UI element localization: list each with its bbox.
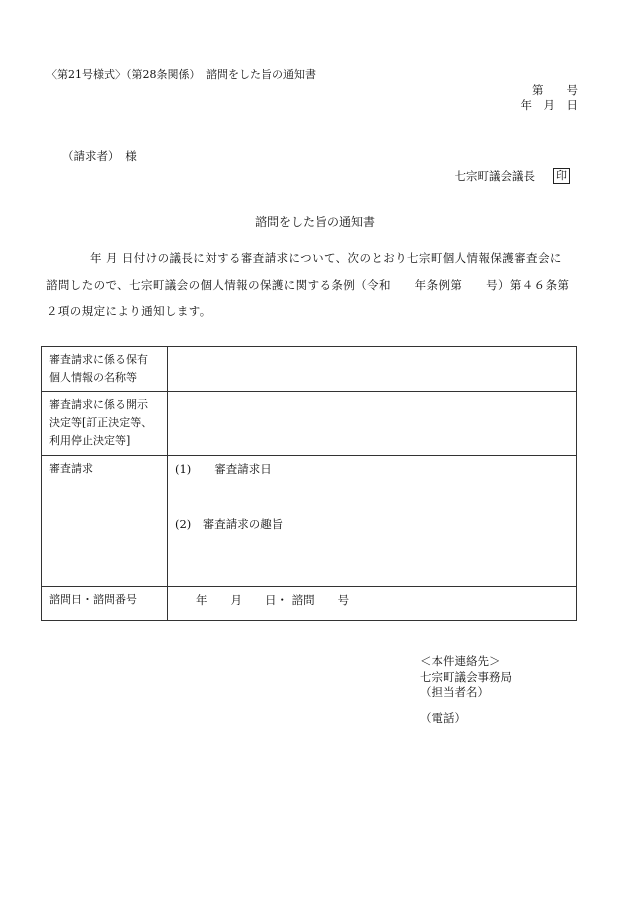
label-review-request: 審査請求 xyxy=(42,456,168,587)
value-inquiry-date: 年 月 日・ 諮問 号 xyxy=(168,587,577,621)
value-personal-info-name xyxy=(168,347,577,392)
contact-phone: （電話） xyxy=(420,710,466,725)
contact-office: 七宗町議会事務局 xyxy=(420,669,512,684)
value-disclosure-decision xyxy=(168,392,577,456)
body-line-3: ２項の規定により通知します。 xyxy=(46,304,212,318)
body-line-2: 諮問したので、七宗町議会の個人情報の保護に関する条例（令和 年条例第 号）第４６条第 xyxy=(46,277,570,292)
contact-block xyxy=(420,654,512,726)
label-inquiry-date: 諮問日・諮問番号 xyxy=(42,587,168,621)
document-title: 諮問をした旨の通知書 xyxy=(254,215,375,229)
sender-block xyxy=(455,168,571,184)
document-number: 第 号 xyxy=(532,83,578,97)
inquiry-details-table xyxy=(41,346,577,621)
table-row-disclosure-decision xyxy=(42,392,577,456)
contact-heading: ＜本件連絡先＞ xyxy=(420,654,501,668)
notice-body xyxy=(46,245,582,325)
review-request-purpose: (2) 審査請求の趣旨 xyxy=(175,517,284,531)
review-request-date: (1) 審査請求日 xyxy=(175,462,272,476)
body-line-1: 年 月 日付けの議長に対する審査請求について、次のとおり七宗町個人情報保護審査会に xyxy=(90,251,562,265)
table-row-personal-info xyxy=(42,347,577,392)
contact-person: （担当者名） xyxy=(420,685,489,699)
issue-date: 年 月 日 xyxy=(520,98,578,112)
table-row-review-request xyxy=(42,456,577,587)
addressee: （請求者） 様 xyxy=(62,149,137,163)
table-row-inquiry-date xyxy=(42,587,577,621)
label-disclosure-decision: 審査請求に係る開示 決定等[訂正決定等、 利用停止決定等] xyxy=(42,392,168,456)
value-review-request xyxy=(168,456,577,587)
sender-title: 七宗町議会議長 xyxy=(454,169,535,183)
form-number-title: 〈第21号様式〉（第28条関係） 諮問をした旨の通知書 xyxy=(46,68,316,81)
seal-stamp: 印 xyxy=(553,168,570,184)
label-personal-info-name: 審査請求に係る保有 個人情報の名称等 xyxy=(42,347,168,392)
